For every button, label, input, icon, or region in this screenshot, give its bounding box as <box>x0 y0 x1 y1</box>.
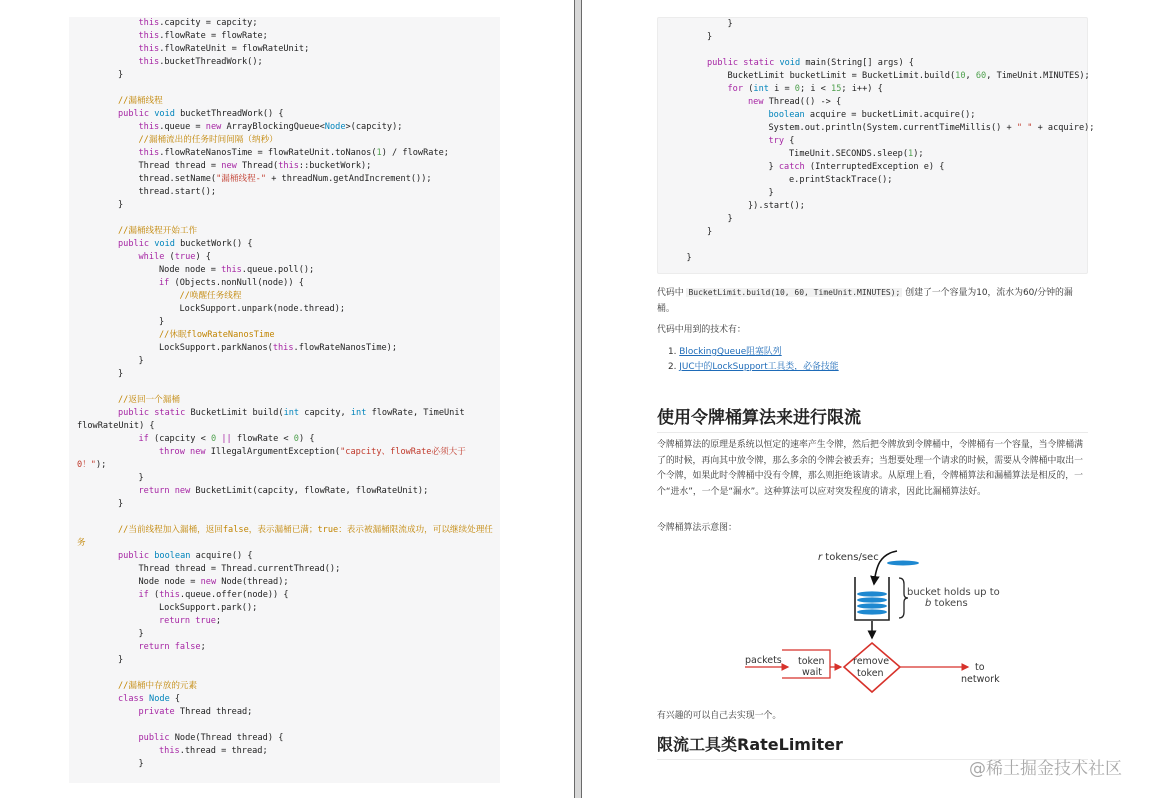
diagram-caption: 令牌桶算法示意图： <box>657 523 737 533</box>
code-line: private Thread thread; <box>138 707 253 717</box>
inline-code-build: BucketLimit.build(10, 60, TimeUnit.MINUTES); <box>688 288 901 297</box>
summary-prefix: 代码中 <box>657 288 687 298</box>
code-line: LockSupport.park(); <box>159 603 258 613</box>
code-line: this.bucketThreadWork(); <box>138 57 263 67</box>
rate-label: r tokens/sec <box>818 552 879 563</box>
code-line: } <box>768 188 774 198</box>
summary-paragraph <box>657 285 1088 317</box>
list-number: 1. <box>668 347 677 357</box>
code-line: public boolean acquire() { <box>118 551 253 561</box>
svg-text:network: network <box>961 674 1000 685</box>
code-line: Thread thread = Thread.currentThread(); <box>138 564 341 574</box>
svg-text:remove: remove <box>853 656 890 667</box>
code-line: this.flowRateUnit = flowRateUnit; <box>138 44 310 54</box>
code-line <box>77 381 494 394</box>
code-line: boolean acquire = bucketLimit.acquire(); <box>768 110 976 120</box>
code-line: //返回一个漏桶 <box>118 395 180 405</box>
tech-list-item <box>668 345 839 360</box>
code-line: Node node = this.queue.poll(); <box>159 265 315 275</box>
brace-icon <box>899 578 908 618</box>
code-line: } <box>118 70 124 80</box>
watermark: @稀土掘金技术社区 <box>969 759 1122 779</box>
code-line: BucketLimit bucketLimit = BucketLimit.build(10, 60, TimeUnit.MINUTES); <box>727 71 1090 81</box>
page-divider[interactable] <box>574 0 582 798</box>
link-locksupport[interactable]: JUC中的LockSupport工具类，必备技能 <box>679 362 839 372</box>
code-line <box>77 82 494 95</box>
code-line: new Thread(() -> { <box>748 97 842 107</box>
tech-list <box>668 345 839 375</box>
section-heading-ratelimiter: 限流工具类RateLimiter <box>657 732 1088 760</box>
code-line: Thread thread = new Thread(this::bucketWork); <box>138 161 372 171</box>
code-line: TimeUnit.SECONDS.sleep(1); <box>789 149 924 159</box>
code-line <box>77 212 494 225</box>
code-line: } <box>138 473 144 483</box>
code-line: return true; <box>159 616 222 626</box>
code-line: if (Objects.nonNull(node)) { <box>159 278 304 288</box>
code-line: try { <box>768 136 795 146</box>
code-line: //休眠flowRateNanosTime <box>159 330 275 340</box>
code-line: } <box>118 200 124 210</box>
code-line: //唤醒任务线程 <box>179 291 242 301</box>
code-line: } catch (InterruptedException e) { <box>768 162 945 172</box>
code-line: public static void main(String[] args) { <box>707 58 914 68</box>
code-line: throw new IllegalArgumentException("capcity、flowRate必须大于 <box>159 447 466 457</box>
svg-text:token: token <box>798 656 825 667</box>
code-line: this.thread = thread; <box>159 746 268 756</box>
code-line: System.out.println(System.currentTimeMillis() + " " + acquire); <box>768 123 1095 133</box>
code-line: //漏桶流出的任务时间间隔（纳秒） <box>138 135 278 145</box>
code-line: if (capcity < 0 || flowRate < 0) { <box>138 434 315 444</box>
code-line: } <box>707 227 713 237</box>
section-heading-token-bucket: 使用令牌桶算法来进行限流 <box>657 403 1088 433</box>
list-number: 2. <box>668 362 677 372</box>
code-line: } <box>118 369 124 379</box>
code-line: //漏桶线程开始工作 <box>118 226 198 236</box>
tech-intro: 代码中用到的技术有： <box>657 325 746 335</box>
code-line: public void bucketWork() { <box>118 239 253 249</box>
tech-list-item <box>668 360 839 375</box>
code-line: } <box>138 356 144 366</box>
svg-text:to: to <box>975 662 985 673</box>
code-line: 0！"); <box>77 460 107 470</box>
code-line: Node node = new Node(thread); <box>138 577 289 587</box>
link-blockingqueue[interactable]: BlockingQueue阻塞队列 <box>679 347 782 357</box>
code-line: this.queue = new ArrayBlockingQueue<Node>(capcity); <box>138 122 403 132</box>
code-line: this.flowRate = flowRate; <box>138 31 268 41</box>
code-line: flowRateUnit) { <box>77 421 155 431</box>
code-line: //当前线程加入漏桶，返回false，表示漏桶已满；true：表示被漏桶限流成功，可以继续处理任 <box>118 525 493 535</box>
code-line: LockSupport.unpark(node.thread); <box>179 304 346 314</box>
summary-suffix: 创建了一个容量为10，流水为60/分钟的漏桶。 <box>657 288 1073 314</box>
code-line <box>77 667 494 680</box>
code-line <box>666 239 1081 252</box>
code-line: } <box>118 499 124 509</box>
code-line: } <box>138 759 144 769</box>
code-line: } <box>159 317 165 327</box>
code-line: //漏桶中存放的元素 <box>118 681 198 691</box>
packets-label: packets <box>745 655 782 666</box>
falling-token-icon <box>887 561 919 566</box>
code-line: return false; <box>138 642 206 652</box>
code-line: //漏桶线程 <box>118 96 163 106</box>
code-line <box>77 511 494 524</box>
code-line: } <box>686 253 692 263</box>
code-line: if (this.queue.offer(node)) { <box>138 590 289 600</box>
bucket-capacity-label: bucket holds up to <box>907 587 1000 598</box>
code-line: } <box>727 214 733 224</box>
svg-text:wait: wait <box>802 667 822 678</box>
code-line: thread.start(); <box>138 187 217 197</box>
code-line: 务 <box>77 538 86 548</box>
code-line: } <box>707 32 713 42</box>
token-bucket-diagram <box>730 540 1020 700</box>
code-line: public Node(Thread thread) { <box>138 733 284 743</box>
code-line: return new BucketLimit(capcity, flowRate, flowRateUnit); <box>138 486 429 496</box>
code-line: }).start(); <box>748 201 805 211</box>
svg-text:b tokens: b tokens <box>925 598 968 609</box>
code-line: for (int i = 0; i < 15; i++) { <box>727 84 883 94</box>
code-line: LockSupport.parkNanos(this.flowRateNanosTime); <box>159 343 398 353</box>
code-line: while (true) { <box>138 252 211 262</box>
token-bucket-paragraph: 令牌桶算法的原理是系统以恒定的速率产生令牌，然后把令牌放到令牌桶中，令牌桶有一个容量，当令牌桶满了的时候，再向其中放令牌，那么多余的令牌会被丢弃；当想要处理一个请求的时候，需要从令牌桶中取出一个令牌，如果此时令牌桶中没有令牌，那么则拒绝该请求。从原理上看，令牌桶算法和漏桶算法是相反的，一个“进水”，一个是“漏水”。这种算法可以应对突发程度的请求，因此比漏桶算法好。 <box>657 440 1083 497</box>
code-line: class Node { <box>118 694 181 704</box>
code-line: public void bucketThreadWork() { <box>118 109 284 119</box>
left-page <box>0 0 574 798</box>
code-line: } <box>727 19 733 29</box>
code-line <box>666 44 1081 57</box>
code-line <box>77 719 494 732</box>
code-line: thread.setName("漏桶线程-" + threadNum.getAndIncrement()); <box>138 174 432 184</box>
code-line: this.capcity = capcity; <box>138 18 258 28</box>
code-line: e.printStackTrace(); <box>789 175 893 185</box>
code-line: } <box>118 655 124 665</box>
closing-text: 有兴趣的可以自己去实现一个。 <box>657 711 782 721</box>
code-block-main <box>657 17 1095 274</box>
code-block-bucket-limit <box>69 17 500 783</box>
svg-text:token: token <box>857 668 884 679</box>
code-line: public static BucketLimit build(int capcity, int flowRate, TimeUnit <box>118 408 465 418</box>
code-line: this.flowRateNanosTime = flowRateUnit.toNanos(1) / flowRate; <box>138 148 449 158</box>
code-line: } <box>138 629 144 639</box>
